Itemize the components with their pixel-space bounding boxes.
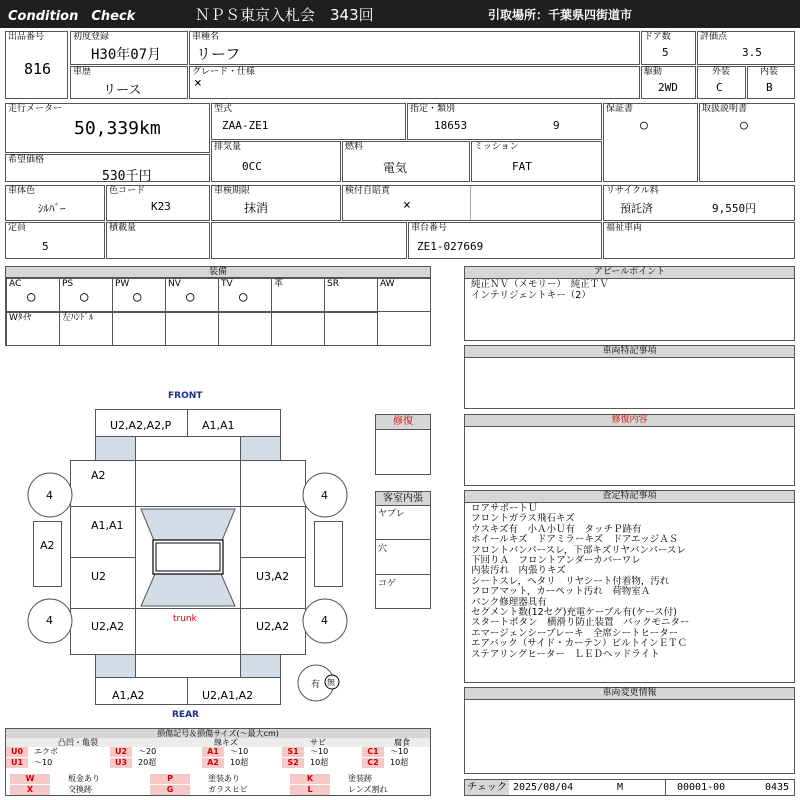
score: 3.5 bbox=[742, 46, 762, 59]
manual-box bbox=[699, 103, 795, 182]
legend-title: 損傷記号＆損傷サイズ(～最大cm) bbox=[6, 729, 430, 738]
lot-number-label: 出品番号 bbox=[8, 32, 45, 42]
interior-grade: B bbox=[766, 81, 773, 94]
equipment-label: TV bbox=[221, 279, 233, 289]
history-box bbox=[70, 66, 188, 99]
pickup-location: 引取場所：千葉県四街道市 bbox=[488, 8, 633, 22]
legend-code: C2 bbox=[362, 758, 384, 768]
welfare-label: 福祉車両 bbox=[606, 223, 643, 233]
legend-code: K bbox=[290, 774, 330, 784]
spare-prefix: 有 bbox=[311, 680, 321, 690]
inspection-notes-title: 査定特記事項 bbox=[465, 491, 794, 503]
exterior-box bbox=[697, 66, 746, 99]
tire-front-right: 4 bbox=[321, 489, 328, 502]
fuel-label: 燃料 bbox=[345, 142, 364, 152]
text-line: フロントバンパースレ，下部キズリヤバンパースレ bbox=[471, 544, 686, 556]
load-box bbox=[106, 222, 210, 259]
car-diagram bbox=[0, 385, 375, 725]
odometer: 50,339km bbox=[74, 118, 161, 139]
color-box bbox=[5, 185, 105, 221]
interior-row-tear bbox=[376, 506, 430, 540]
liability-box bbox=[342, 185, 602, 221]
mission-label: ミッション bbox=[474, 142, 519, 152]
equipment-cell bbox=[6, 312, 60, 346]
damage-fender-left: A2 bbox=[91, 469, 106, 482]
appeal-title: アピールポイント bbox=[465, 267, 794, 279]
legend-desc: 板金あり bbox=[68, 774, 100, 783]
chassis-label: 車台番号 bbox=[411, 223, 448, 233]
doors-box bbox=[641, 31, 696, 65]
interior-hole-label: 穴 bbox=[378, 544, 388, 554]
fuel: 電気 bbox=[383, 161, 408, 175]
interior-row-burn bbox=[376, 576, 430, 608]
exterior-label: 外装 bbox=[712, 67, 731, 77]
fuel-box bbox=[342, 141, 470, 182]
legend-desc: 塗装あり bbox=[208, 774, 240, 783]
equipment-label: Wﾀｲﾔ bbox=[9, 313, 32, 323]
special-notes-title: 車両特記事項 bbox=[465, 346, 794, 358]
text-line: ウスキズ有 小Ａ小Ｕ有 タッチＰ跡有 bbox=[471, 523, 642, 535]
color: ｼﾙﾊﾞｰ bbox=[38, 202, 66, 215]
score-box bbox=[697, 31, 795, 65]
damage-front-left: U2,A2,A2,P bbox=[110, 419, 172, 432]
equipment-cell bbox=[271, 278, 325, 312]
text-line: ステアリングヒーター ＬＥＤヘッドライト bbox=[471, 648, 660, 660]
legend-desc: ～10 bbox=[310, 747, 329, 756]
price: 530千円 bbox=[102, 169, 152, 184]
rear-tires-graphic bbox=[20, 597, 360, 657]
recycle-fee: 9,550円 bbox=[712, 202, 757, 215]
taillight-right bbox=[240, 654, 281, 678]
legend-desc: ～10 bbox=[34, 758, 53, 767]
odometer-label: 走行メーター bbox=[8, 104, 63, 114]
legend-code: A1 bbox=[202, 747, 224, 757]
legend-group-rust: サビ bbox=[310, 738, 326, 747]
grade-label: グレード・仕様 bbox=[192, 67, 256, 77]
mission-box bbox=[471, 141, 602, 182]
history: リース bbox=[103, 83, 142, 98]
legend-group-dent: 凸凹・亀裂 bbox=[58, 738, 98, 747]
designation: 18653 bbox=[434, 119, 468, 132]
equipment-cell bbox=[59, 278, 113, 312]
equipment-label: 革 bbox=[274, 279, 284, 289]
first-registration-label: 初度登録 bbox=[73, 32, 110, 42]
text-line: エマージェンシーブレーキ 全席シートヒーター bbox=[471, 627, 679, 639]
equipment-value: ○ bbox=[133, 289, 142, 305]
manual: ○ bbox=[740, 118, 748, 133]
equipment-value: ○ bbox=[239, 289, 248, 305]
equipment-label: PS bbox=[62, 279, 74, 289]
liability: × bbox=[403, 198, 411, 213]
equipment-label: PW bbox=[115, 279, 130, 289]
drive-box bbox=[641, 66, 696, 99]
legend-desc: エクボ bbox=[34, 747, 58, 756]
legend-desc: 20超 bbox=[138, 758, 157, 767]
trunk-label: trunk bbox=[173, 614, 197, 624]
tire-rear-left: 4 bbox=[46, 614, 53, 627]
legend-desc: 10超 bbox=[390, 758, 409, 767]
model-box bbox=[189, 31, 640, 65]
equipment-cell bbox=[324, 278, 378, 312]
equipment-cell bbox=[165, 312, 219, 346]
text-line: 下回りＡ フロントアンダーカバーワレ bbox=[471, 555, 641, 567]
odometer-box bbox=[5, 103, 210, 153]
check-row bbox=[464, 779, 795, 796]
liability-label: 検付自賠責 bbox=[345, 186, 391, 196]
equipment-cell bbox=[324, 312, 378, 346]
price-label: 希望価格 bbox=[8, 155, 45, 165]
tire-front-left: 4 bbox=[46, 489, 53, 502]
designation-box bbox=[407, 103, 602, 140]
text-line: ホイールキズ ドアミラーキズ ドアエッジＡＳ bbox=[471, 534, 679, 546]
interior-panel bbox=[375, 491, 431, 609]
warranty-label: 保証書 bbox=[606, 104, 634, 114]
tire-rear-right: 4 bbox=[321, 614, 328, 627]
equipment-panel bbox=[5, 266, 431, 346]
interior-burn-label: コゲ bbox=[378, 579, 397, 589]
capacity: 5 bbox=[42, 240, 49, 253]
repair-title: 修復 bbox=[376, 415, 430, 430]
lot-number: 816 bbox=[24, 60, 52, 78]
capacity-box bbox=[5, 222, 105, 259]
category: 9 bbox=[553, 119, 560, 132]
repair-box bbox=[375, 414, 431, 475]
rear-panel bbox=[135, 654, 241, 678]
recycle-box bbox=[603, 185, 795, 221]
equipment-cell bbox=[218, 278, 272, 312]
spare-tire-graphic bbox=[296, 663, 354, 703]
damage-front-right: A1,A1 bbox=[202, 419, 235, 432]
damage-rear-right: U2,A1,A2 bbox=[202, 689, 254, 702]
damage-legend bbox=[5, 728, 431, 796]
inspection-box bbox=[211, 185, 341, 221]
equipment-label: NV bbox=[168, 279, 181, 289]
history-label: 車歴 bbox=[73, 67, 92, 77]
legend-code: W bbox=[10, 774, 50, 784]
damage-quarter-right: U2,A2 bbox=[256, 620, 290, 633]
price-box bbox=[5, 154, 210, 182]
score-label: 評価点 bbox=[700, 32, 728, 42]
text-line: 純正ＮＶ（メモリー） 純正ＴＶ bbox=[471, 279, 609, 290]
color-label: 車体色 bbox=[8, 186, 36, 196]
equipment-cell bbox=[165, 278, 219, 312]
equipment-cell bbox=[6, 278, 60, 312]
legend-code: U0 bbox=[6, 747, 28, 757]
repair-details-title: 修復内容 bbox=[465, 415, 794, 427]
check-label: チェック bbox=[465, 780, 509, 795]
exterior-grade: C bbox=[716, 81, 723, 94]
damage-quarter-left: U2,A2 bbox=[91, 620, 125, 633]
appeal-panel bbox=[464, 266, 795, 341]
change-info-panel bbox=[464, 687, 795, 774]
interior-row-hole bbox=[376, 541, 430, 575]
front-label: FRONT bbox=[168, 391, 203, 401]
text-line: パンク修理器具有 bbox=[471, 596, 547, 608]
equipment-cell bbox=[377, 278, 431, 312]
legend-desc: ～10 bbox=[390, 747, 409, 756]
check-number: 0435 bbox=[765, 782, 790, 793]
damage-side-left: A2 bbox=[40, 539, 55, 552]
grade-box bbox=[189, 66, 640, 99]
displacement-label: 排気量 bbox=[214, 142, 242, 152]
text-line: ロアサポートＵ bbox=[471, 503, 538, 514]
legend-code: P bbox=[150, 774, 190, 784]
legend-desc: レンズ割れ bbox=[348, 785, 388, 794]
legend-desc: 10超 bbox=[310, 758, 329, 767]
grade: × bbox=[194, 76, 202, 91]
check-mark: M bbox=[617, 782, 624, 793]
inspection-notes-panel bbox=[464, 490, 795, 683]
inspection: 抹消 bbox=[244, 201, 269, 215]
type-box bbox=[211, 103, 406, 140]
first-registration: H30年07月 bbox=[91, 47, 162, 63]
equipment-label: SR bbox=[327, 279, 339, 289]
equipment-cell bbox=[112, 312, 166, 346]
equipment-label: 左ﾊﾝﾄﾞﾙ bbox=[62, 313, 94, 323]
legend-desc: 交換跡 bbox=[68, 785, 92, 794]
text-line: エアバック（サイド・カーテン）ビルトインＥＴＣ bbox=[471, 638, 688, 650]
equipment-cell bbox=[59, 312, 113, 346]
capacity-label: 定員 bbox=[8, 223, 27, 233]
color-code-box bbox=[106, 185, 210, 221]
welfare-box bbox=[603, 222, 795, 259]
displacement: 0CC bbox=[242, 160, 262, 173]
manual-label: 取扱説明書 bbox=[702, 104, 748, 114]
check-code: 00001-00 bbox=[677, 782, 726, 793]
text-line: セグメント数(12セグ)充電ケーブル有(ケース付) bbox=[471, 607, 677, 619]
equipment-cell bbox=[271, 312, 325, 346]
taillight-left bbox=[95, 654, 136, 678]
damage-door-rear-left: U2 bbox=[91, 570, 107, 583]
legend-groups bbox=[6, 738, 430, 747]
damage-door-rear-right: U3,A2 bbox=[256, 570, 290, 583]
first-registration-box bbox=[70, 31, 188, 65]
interior-label: 内装 bbox=[760, 67, 779, 77]
rear-label: REAR bbox=[172, 710, 199, 720]
equipment-title: 装備 bbox=[6, 267, 430, 278]
damage-door-front-left: A1,A1 bbox=[91, 519, 124, 532]
color-code-label: 色コード bbox=[109, 186, 146, 196]
color-code: K23 bbox=[151, 200, 171, 213]
legend-code: S1 bbox=[282, 747, 304, 757]
interior-title: 客室内張 bbox=[376, 492, 430, 506]
legend-code: U2 bbox=[110, 747, 132, 757]
equipment-label: AC bbox=[9, 279, 22, 289]
text-line: フロアマット，カーペット汚れ 荷物室Ａ bbox=[471, 586, 651, 598]
repair-details-panel bbox=[464, 414, 795, 486]
text-line: シートスレ，へタリ リヤシート付着物，汚れ bbox=[471, 575, 670, 587]
header-bar bbox=[0, 0, 800, 28]
model-type: ZAA-ZE1 bbox=[222, 119, 269, 132]
designation-label: 指定・類別 bbox=[410, 104, 456, 114]
equipment-cell bbox=[218, 312, 272, 346]
legend-desc: 10超 bbox=[230, 758, 249, 767]
displacement-box bbox=[211, 141, 341, 182]
legend-group-corrosion: 腐食 bbox=[394, 738, 410, 747]
legend-desc: ～10 bbox=[230, 747, 249, 756]
headlight-right bbox=[240, 436, 281, 461]
lot-number-box bbox=[5, 31, 68, 99]
equipment-value: ○ bbox=[27, 289, 36, 305]
check-date: 2025/08/04 bbox=[513, 782, 574, 793]
bonnet-front bbox=[135, 436, 241, 461]
legend-code: A2 bbox=[202, 758, 224, 768]
chassis-box bbox=[408, 222, 602, 259]
equipment-cell bbox=[112, 278, 166, 312]
legend-code: U1 bbox=[6, 758, 28, 768]
type-label: 型式 bbox=[214, 104, 233, 114]
equipment-label: AW bbox=[380, 279, 395, 289]
legend-desc: ～20 bbox=[138, 747, 157, 756]
doors-label: ドア数 bbox=[644, 32, 671, 42]
special-notes-panel bbox=[464, 345, 795, 409]
legend-code: S2 bbox=[282, 758, 304, 768]
spare-mark: 無 bbox=[327, 678, 335, 687]
mission: FAT bbox=[512, 160, 532, 173]
text-line: フロントガラス飛石キズ bbox=[471, 513, 575, 525]
inspection-lines bbox=[465, 503, 794, 661]
text-line: スタートボタン 横滑り防止装置 バックモニター bbox=[471, 617, 690, 629]
headlight-left bbox=[95, 436, 136, 461]
appeal-lines bbox=[465, 279, 794, 302]
equipment-value: ○ bbox=[80, 289, 89, 305]
doors: 5 bbox=[662, 46, 669, 59]
model-label: 車種名 bbox=[192, 32, 220, 42]
auction-name: ＮＰＳ東京入札会 343回 bbox=[195, 6, 374, 24]
warranty-box bbox=[603, 103, 698, 182]
recycle-status: 預託済 bbox=[620, 202, 653, 215]
header-title: Condition Check bbox=[8, 9, 136, 24]
interior-grade-box bbox=[747, 66, 795, 99]
change-info-title: 車両変更情報 bbox=[465, 688, 794, 700]
inspection-label: 車検期限 bbox=[214, 186, 251, 196]
legend-desc: ガラスヒビ bbox=[208, 785, 248, 794]
drive: 2WD bbox=[658, 81, 678, 94]
drive-label: 駆動 bbox=[644, 67, 663, 77]
text-line: インテリジェントキー（2） bbox=[471, 289, 591, 301]
damage-rear-left: A1,A2 bbox=[112, 689, 145, 702]
legend-code: U3 bbox=[110, 758, 132, 768]
chassis-number: ZE1-027669 bbox=[417, 240, 484, 253]
legend-group-scratch: 線キズ bbox=[214, 738, 238, 747]
model-name: リーフ bbox=[196, 45, 241, 63]
legend-code: C1 bbox=[362, 747, 384, 757]
interior-tear-label: ヤブレ bbox=[378, 509, 405, 519]
text-line: 内装汚れ 内張りキズ bbox=[471, 565, 566, 577]
load-label: 積載量 bbox=[109, 223, 137, 233]
legend-code: L bbox=[290, 785, 330, 795]
legend-code: X bbox=[10, 785, 50, 795]
recycle-label: リサイクル料 bbox=[606, 186, 659, 196]
blank-box bbox=[211, 222, 407, 259]
equipment-value: ○ bbox=[186, 289, 195, 305]
legend-code: G bbox=[150, 785, 190, 795]
warranty: ○ bbox=[640, 118, 648, 133]
legend-desc: 塗装跡 bbox=[348, 774, 372, 783]
